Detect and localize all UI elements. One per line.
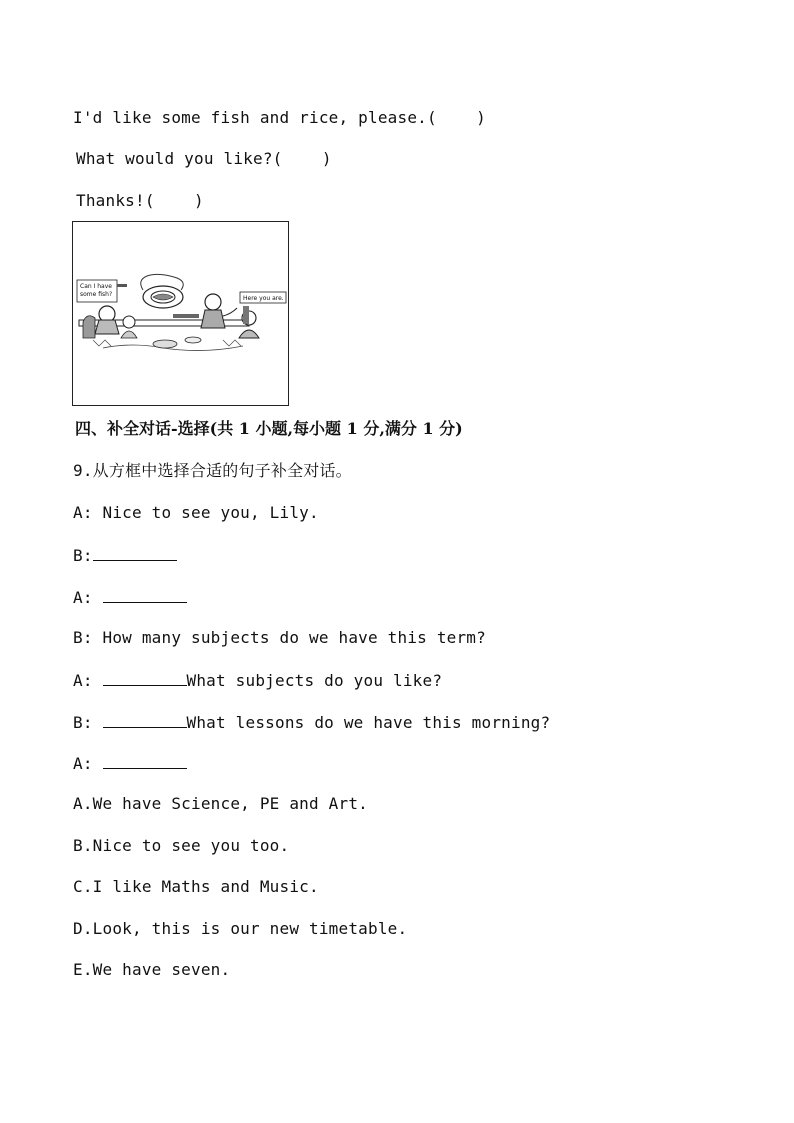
dialogue-line-5	[73, 669, 442, 691]
dialogue-speaker: A:	[73, 671, 103, 690]
option-c: C.I like Maths and Music.	[73, 877, 319, 896]
answer-blank	[103, 669, 187, 686]
illustration-drawing	[73, 222, 290, 407]
dialogue-speaker: B:	[73, 713, 103, 732]
option-b: B.Nice to see you too.	[73, 836, 290, 855]
dialogue-line-2	[73, 544, 177, 566]
match-item-2: What would you like?( )	[76, 149, 332, 168]
dialogue-line-3	[73, 586, 187, 608]
dialogue-text: What subjects do you like?	[186, 671, 443, 690]
option-d: D.Look, this is our new timetable.	[73, 919, 408, 938]
match-item-1: I'd like some fish and rice, please.( )	[73, 108, 486, 127]
answer-blank	[103, 711, 187, 728]
match-item-3: Thanks!( )	[76, 191, 204, 210]
question-prompt: 9.从方框中选择合适的句子补全对话。	[73, 461, 352, 480]
dialogue-line-4	[73, 628, 486, 648]
dialogue-line-7	[73, 752, 187, 774]
section-heading: 四、补全对话-选择(共 1 小题,每小题 1 分,满分 1 分)	[75, 419, 463, 438]
option-e: E.We have seven.	[73, 960, 231, 979]
answer-blank	[103, 586, 187, 603]
dialogue-line-6	[73, 711, 550, 733]
option-a: A.We have Science, PE and Art.	[73, 794, 368, 813]
dialogue-line-1	[73, 503, 319, 523]
dialogue-speaker: A:	[73, 754, 103, 773]
dialogue-text: A: Nice to see you, Lily.	[73, 503, 319, 522]
dialogue-speaker: B:	[73, 546, 93, 565]
bubble-left-text: Can I have some fish?	[80, 283, 113, 298]
dialogue-speaker: A:	[73, 588, 103, 607]
restaurant-illustration	[72, 221, 289, 406]
answer-blank	[103, 752, 187, 769]
dialogue-text: B: How many subjects do we have this term?	[73, 628, 486, 647]
answer-blank	[93, 544, 177, 561]
dialogue-text: What lessons do we have this morning?	[186, 713, 551, 732]
bubble-right-text: Here you are.	[243, 295, 284, 302]
